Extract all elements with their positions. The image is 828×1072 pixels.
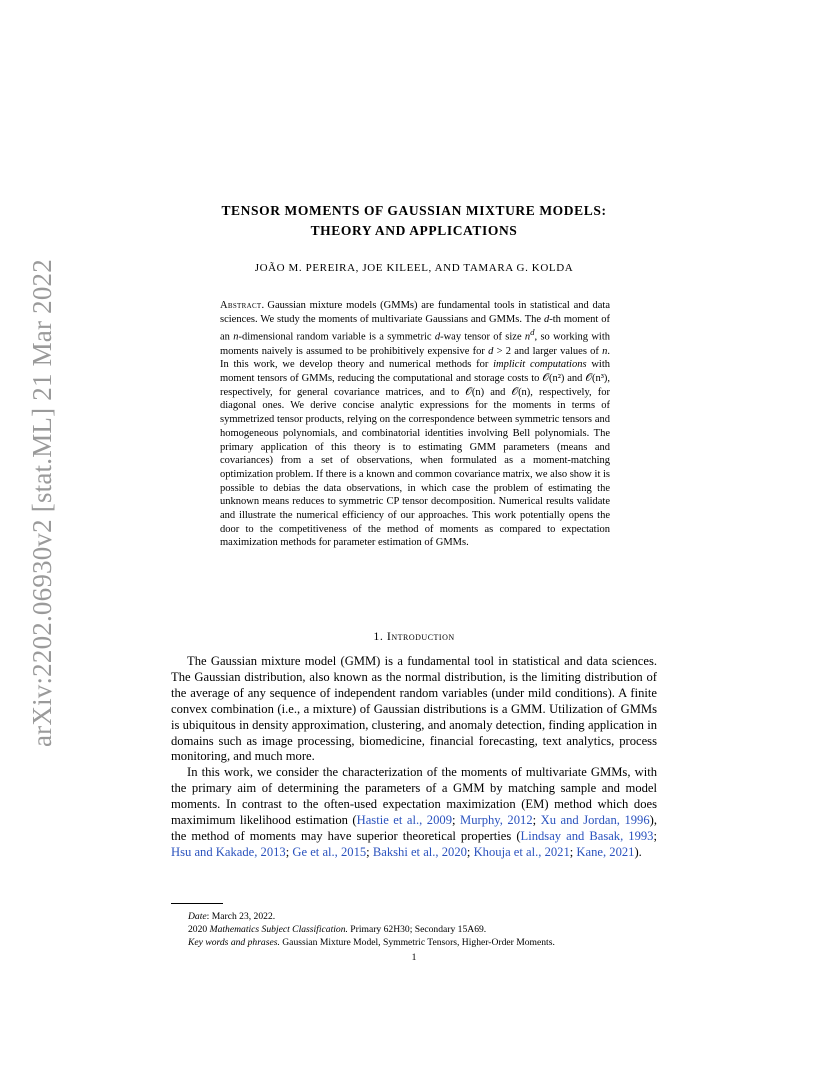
abstract-label: Abstract.: [220, 300, 265, 311]
footnote-value: Primary 62H30; Secondary 15A69.: [347, 924, 487, 935]
footnote-value: : March 23, 2022.: [206, 911, 276, 922]
footnote-msc: [188, 923, 668, 936]
abstract-emphasis: implicit computations: [493, 359, 587, 371]
paragraph: The Gaussian mixture model (GMM) is a fundamental tool in statistical and data sciences. The Gaussian distribution, also known as the normal distribution, is the limiting distribution of the average of any sequence of independent random variables (under mild conditions). A finite convex combination (i.e., a mixture) of Gaussian distributions is a GMM. Utilization of GMMs is ubiquitous in density approximation, clustering, and anomaly detection, finding application in domains such as image processing, biomedicine, financial forecasting, text analytics, process monitoring, and much more.: [171, 654, 657, 764]
citation-link[interactable]: Hsu and Kakade, 2013: [171, 844, 286, 859]
footnote-label: Mathematics Subject Classification.: [209, 924, 348, 935]
citation-link[interactable]: Murphy, 2012: [460, 813, 533, 828]
section-heading: 1. Introduction: [373, 629, 455, 643]
paragraph-text: ;: [466, 844, 474, 859]
paragraph-text: ;: [653, 828, 657, 843]
paper-title: [170, 201, 658, 241]
paragraph-text: ).: [634, 844, 642, 859]
math-var: n: [602, 345, 608, 357]
math-var: d: [544, 313, 550, 325]
page-number: 1: [411, 952, 417, 963]
title-line: THEORY AND APPLICATIONS: [310, 223, 518, 238]
math-var: d: [530, 327, 535, 338]
abstract-text: -th moment of an: [220, 313, 610, 343]
arxiv-identifier-stamp: arXiv:2202.06930v2 [stat.ML] 21 Mar 2022: [27, 259, 57, 747]
footnotes: [188, 910, 668, 949]
abstract-text: . In this work, we develop theory and numerical methods for: [220, 345, 610, 371]
citation-link[interactable]: Hastie et al., 2009: [356, 813, 452, 828]
abstract-text: Gaussian mixture models (GMMs) are fundamental tools in statistical and data sciences. We study the moments of multivariate Gaussians and GMMs. The: [220, 300, 610, 325]
paragraph: [171, 765, 657, 860]
citation-link[interactable]: Xu and Jordan, 1996: [540, 813, 650, 828]
citation-link[interactable]: Bakshi et al., 2020: [372, 844, 467, 859]
citation-link[interactable]: Lindsay and Basak, 1993: [520, 828, 654, 843]
citation-link[interactable]: Kane, 2021: [576, 844, 635, 859]
abstract-text: -dimensional random variable is a symmetric: [238, 331, 435, 343]
citation-link[interactable]: Ge et al., 2015: [292, 844, 367, 859]
abstract: [220, 299, 610, 550]
math-var: d: [434, 331, 441, 343]
title-line: TENSOR MOMENTS OF GAUSSIAN MIXTURE MODELS:: [221, 203, 607, 218]
abstract-text: > 2 and larger values of: [493, 345, 603, 357]
footnote-label: Key words and phrases.: [188, 937, 280, 948]
math-var: n: [524, 331, 531, 343]
abstract-text: , so working with moments naively is assumed to be prohibitively expensive for: [220, 331, 611, 357]
footnote-prefix: 2020: [188, 924, 210, 935]
footnote-label: Date: [188, 911, 207, 922]
paragraph-text: ;: [569, 844, 577, 859]
math-var: d: [488, 345, 494, 357]
paragraph-text: ;: [532, 813, 541, 828]
paragraph-text: In this work, we consider the characterization of the moments of multivariate GMMs, with the primary aim of determining the parameters of a GMM by matching sample and model moments. In contrast to the often-used expectation maximization (EM) method which does maximimum likelihood estimation (: [171, 765, 657, 828]
paragraph-text: ;: [285, 844, 293, 859]
abstract-text: with moment tensors of GMMs, reducing the computational and storage costs to 𝒪(n²) and 𝒪(n³), respectively, for general covariance matrices, and to 𝒪(n) and 𝒪(n), respectively, for diagonal ones. We derive concise analytic expressions for the moments in terms of symmetrized tensor products, relying on the correspondence between symmetric tensors and homogeneous polynomials, and combinatorial identities involving Bell polynomials. The primary application of this theory is to estimating GMM parameters (means and covariances) from a set of observations, when formulated as a moment-matching optimization problem. If there is a known and common covariance matrix, we also show it is possible to debias the data observations, in which case the problem of estimating the unknown means reduces to symmetric CP tensor decomposition. Numerical results validate and illustrate the numerical efficiency of our approaches. This work potentially opens the door to the competitiveness of the method of moments as compared to expectation maximization methods for parameter estimation of GMMs.: [220, 359, 610, 549]
paragraph-text: ;: [366, 844, 373, 859]
paragraph-text: ), the method of moments may have superior theoretical properties (: [171, 813, 657, 843]
footnote-value: Gaussian Mixture Model, Symmetric Tensors, Higher-Order Moments.: [279, 937, 555, 948]
abstract-text: -way tensor of size: [440, 331, 525, 343]
citation-link[interactable]: Khouja et al., 2021: [473, 844, 570, 859]
footnote-divider: [171, 903, 223, 904]
paragraph-text: ;: [452, 813, 461, 828]
footnote-date: [188, 910, 668, 923]
introduction-body: [171, 654, 657, 861]
math-var: n: [233, 331, 239, 343]
author-list: JOÃO M. PEREIRA, JOE KILEEL, AND TAMARA G. KOLDA: [254, 262, 574, 274]
footnote-keywords: [188, 936, 668, 949]
